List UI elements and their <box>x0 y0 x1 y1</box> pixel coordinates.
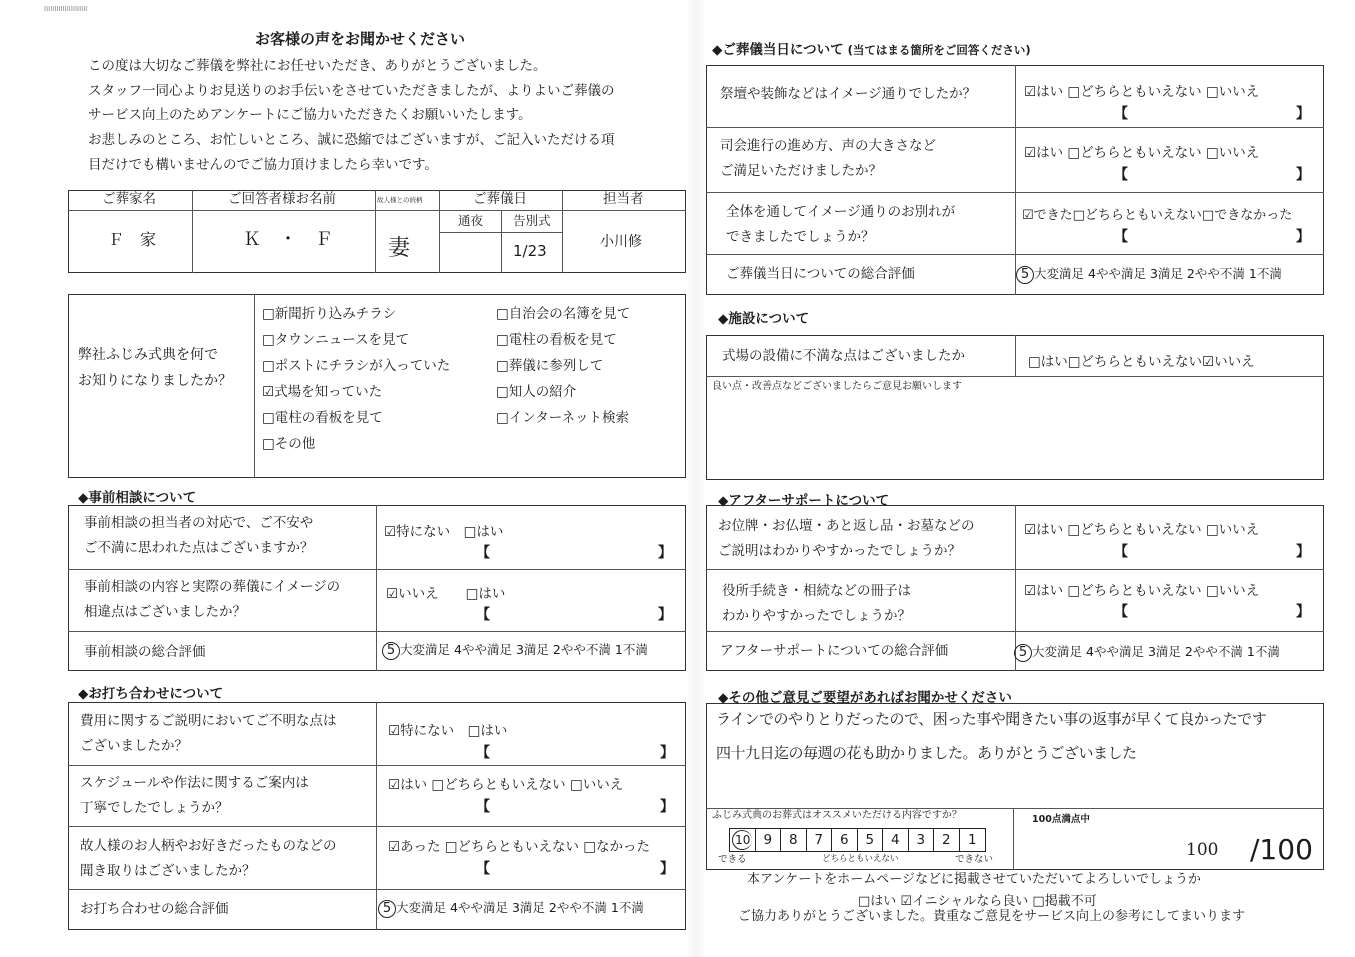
section-title-meeting: ◆お打ち合わせについて <box>78 686 224 702</box>
scale-mid-label: どちらともいえない <box>822 854 899 864</box>
score-total: /100 <box>1250 833 1313 866</box>
answer-options[interactable]: ☑はい □どちらともいえない □いいえ <box>388 777 624 793</box>
intro-line: サービス向上のためアンケートにご協力いただきたくお願いいたします。 <box>88 107 532 123</box>
answer-options[interactable]: ☑はい □どちらともいえない □いいえ <box>1024 583 1260 599</box>
header-staff: 担当者 <box>603 191 644 207</box>
question-text: 祭壇や装飾などはイメージ通りでしたか？ <box>720 86 977 102</box>
thanks-text: ご協力ありがとうございました。貴重なご意見をサービス向上の参考にしてまいります <box>738 909 1246 924</box>
bracket-close: 】 <box>660 745 674 761</box>
scale-option[interactable]: 9 <box>756 829 782 851</box>
source-option[interactable]: □インターネット検索 <box>496 410 630 426</box>
question-text: 司会進行の進め方、声の大きさなど <box>720 138 936 154</box>
question-text: 役所手続き・相続などの冊子は <box>722 583 911 599</box>
question-text: 丁寧でしたでしょうか？ <box>80 800 229 816</box>
rating-scale[interactable]: 5 大変満足 4やや満足 3満足 2やや不満 1不満 <box>1016 264 1282 284</box>
source-option[interactable]: □知人の紹介 <box>496 384 577 400</box>
question-text: できましたでしょうか？ <box>726 229 875 245</box>
recommend-scale[interactable] <box>729 828 986 852</box>
answer-options[interactable]: ☑いいえ □はい <box>386 586 506 602</box>
intro-line: お悲しみのところ、お忙しいところ、誠に恐縮ではございますが、ご記入いただける項 <box>88 132 615 148</box>
bracket-open: 【 <box>1114 106 1128 122</box>
source-option[interactable]: □葬儀に参列して <box>496 358 604 374</box>
source-option[interactable]: ☑式場を知っていた <box>262 384 383 400</box>
scan-mark: IIIIIIIIIIIIIIIIIIIII <box>44 5 88 13</box>
selected-rating-circle: 5 <box>1014 644 1032 662</box>
answer-options[interactable]: ☑はい □どちらともいえない □いいえ <box>1024 84 1260 100</box>
scale-option[interactable]: 1 <box>967 832 977 848</box>
handwritten-comment: 四十九日迄の毎週の花も助かりました。ありがとうございました <box>716 744 1137 762</box>
scale-right-label: できない <box>955 854 994 865</box>
answer-options[interactable]: □はい□どちらともいえない☑いいえ <box>1028 354 1255 370</box>
answer-options[interactable]: ☑特にない □はい <box>388 723 508 739</box>
question-text: 事前相談の担当者の対応で、ご不安や <box>84 515 314 531</box>
question-text: ございましたか？ <box>80 738 188 754</box>
header-respondent: ご回答者様お名前 <box>228 191 336 207</box>
bracket-close: 】 <box>658 607 672 623</box>
intro-line: 目だけでも構いませんのでご協力頂けましたら幸いです。 <box>88 157 438 173</box>
scale-option[interactable]: 3 <box>909 829 935 851</box>
overall-rating-label: お打ち合わせの総合評価 <box>80 901 229 917</box>
relation-value: 妻 <box>388 236 411 261</box>
question-text: 相違点はございましたか？ <box>84 604 246 620</box>
source-question: お知りになりましたか？ <box>78 373 232 389</box>
header-family: ご葬家名 <box>102 191 156 207</box>
question-text: 全体を通してイメージ通りのお別れが <box>726 204 956 220</box>
recommend-question: ふじみ式典のお葬式はオススメいただける内容ですか？ <box>712 810 962 821</box>
rating-scale[interactable]: 5 大変満足 4やや満足 3満足 2やや不満 1不満 <box>378 898 644 918</box>
scale-option[interactable]: 2 <box>934 829 960 851</box>
bracket-close: 】 <box>1296 167 1310 183</box>
bracket-open: 【 <box>476 799 490 815</box>
question-text: 事前相談の内容と実際の葬儀にイメージの <box>84 579 341 595</box>
question-text: わかりやすかったでしょうか？ <box>722 608 911 624</box>
bracket-close: 】 <box>1296 106 1310 122</box>
section-title-other: ◆その他ご意見ご要望があればお聞かせください <box>718 690 1012 706</box>
section-title-funeral-day: ◆ご葬儀当日について (当てはまる箇所をご回答ください) <box>712 42 1031 58</box>
question-text: 費用に関するご説明においてご不明な点は <box>80 713 337 729</box>
bracket-close: 】 <box>1296 604 1310 620</box>
source-question: 弊社ふじみ式典を何で <box>78 347 218 363</box>
section-title-facility: ◆施設について <box>718 311 810 327</box>
bracket-open: 【 <box>1114 167 1128 183</box>
selected-rating-circle: 5 <box>378 900 396 918</box>
bracket-close: 】 <box>1296 544 1310 560</box>
question-text: スケジュールや作法に関するご案内は <box>80 775 309 791</box>
bracket-open: 【 <box>476 861 490 877</box>
scale-option[interactable]: 4 <box>883 829 909 851</box>
bracket-close: 】 <box>660 861 674 877</box>
respondent-name-value: Ｋ ・ Ｆ <box>243 229 333 250</box>
bracket-open: 【 <box>1114 229 1128 245</box>
score-header: 100点満点中 <box>1032 814 1090 825</box>
answer-options[interactable]: ☑できた□どちらともいえない□できなかった <box>1022 208 1293 223</box>
bracket-open: 【 <box>1114 604 1128 620</box>
question-text: 聞き取りはございましたか？ <box>80 863 256 879</box>
answer-options[interactable]: ☑はい □どちらともいえない □いいえ <box>1024 145 1260 161</box>
bracket-open: 【 <box>1114 544 1128 560</box>
scale-option[interactable]: 5 <box>858 829 884 851</box>
overall-rating-label: ご葬儀当日についての総合評価 <box>726 266 915 282</box>
source-option[interactable]: □電柱の看板を見て <box>496 332 617 348</box>
question-text: 故人様のお人柄やお好きだったものなどの <box>80 838 337 854</box>
intro-line: スタッフ一同心よりお見送りのお手伝いをさせていただきましたが、よりよいご葬儀の <box>88 83 615 99</box>
publish-question: 本アンケートをホームページなどに掲載させていただいてよろしいでしょうか <box>747 872 1201 887</box>
scale-left-label: できる <box>718 854 747 865</box>
bracket-close: 】 <box>1296 229 1310 245</box>
header-wake: 通夜 <box>458 213 484 228</box>
scale-option[interactable]: 7 <box>807 829 833 851</box>
selected-rating-circle: 5 <box>382 642 400 660</box>
bracket-open: 【 <box>476 607 490 623</box>
page-fold-shadow <box>686 0 706 957</box>
source-option[interactable]: □ポストにチラシが入っていた <box>262 358 451 374</box>
bracket-close: 】 <box>660 799 674 815</box>
question-text: ご不満に思われた点はございますか？ <box>84 540 314 556</box>
handwritten-comment: ラインでのやりとりだったので、困った事や聞きたい事の返事が早くて良かったです <box>716 710 1267 728</box>
staff-name-value: 小川修 <box>600 234 642 250</box>
comment-label: 良い点・改善点などございましたらご意見お願いします <box>712 381 962 392</box>
family-name-value: Ｆ 家 <box>108 230 157 249</box>
overall-rating-label: 事前相談の総合評価 <box>84 644 206 660</box>
selected-rating-circle: 5 <box>1016 266 1034 284</box>
header-relation: 故人様との続柄 <box>377 196 423 204</box>
bracket-close: 】 <box>658 545 672 561</box>
section-title-pre-consult: ◆事前相談について <box>78 490 197 506</box>
source-option[interactable]: □タウンニュースを見て <box>262 332 410 348</box>
question-text: ご満足いただけましたか？ <box>720 163 882 179</box>
intro-line: この度は大切なご葬儀を弊社にお任せいただき、ありがとうございました。 <box>88 58 547 74</box>
section-title-after-support: ◆アフターサポートについて <box>718 493 890 509</box>
page-title: お客様の声をお聞かせください <box>255 30 466 48</box>
rating-scale[interactable]: 5 大変満足 4やや満足 3満足 2やや不満 1不満 <box>382 640 648 660</box>
header-funeral: 告別式 <box>513 213 551 228</box>
answer-options[interactable]: ☑はい □どちらともいえない □いいえ <box>1024 522 1260 538</box>
question-text: 式場の設備に不満な点はございましたか <box>722 348 965 364</box>
bracket-open: 【 <box>476 745 490 761</box>
rating-scale[interactable]: 5 大変満足 4やや満足 3満足 2やや不満 1不満 <box>1014 642 1280 662</box>
bracket-open: 【 <box>476 545 490 561</box>
header-date: ご葬儀日 <box>473 191 527 207</box>
question-text: お位牌・お仏壇・あと返し品・お墓などの <box>718 518 975 534</box>
scale-option[interactable]: 6 <box>832 829 858 851</box>
scale-option[interactable]: 10 <box>730 829 756 851</box>
answer-options[interactable]: ☑あった □どちらともいえない □なかった <box>388 839 651 855</box>
answer-options[interactable]: ☑特にない □はい <box>384 524 504 540</box>
source-option[interactable]: □新聞折り込みチラシ <box>262 306 397 322</box>
source-option[interactable]: □その他 <box>262 436 316 452</box>
question-text: ご説明はわかりやすかったでしょうか？ <box>718 543 961 559</box>
publish-options[interactable]: □はい ☑イニシャルなら良い □掲載不可 <box>858 894 1097 909</box>
scale-option[interactable]: 8 <box>781 829 807 851</box>
score-value: 100 <box>1186 840 1219 860</box>
overall-rating-label: アフターサポートについての総合評価 <box>720 643 949 659</box>
source-option[interactable]: □電柱の看板を見て <box>262 410 383 426</box>
funeral-date-value: 1/23 <box>513 242 547 260</box>
source-option[interactable]: □自治会の名簿を見て <box>496 306 631 322</box>
